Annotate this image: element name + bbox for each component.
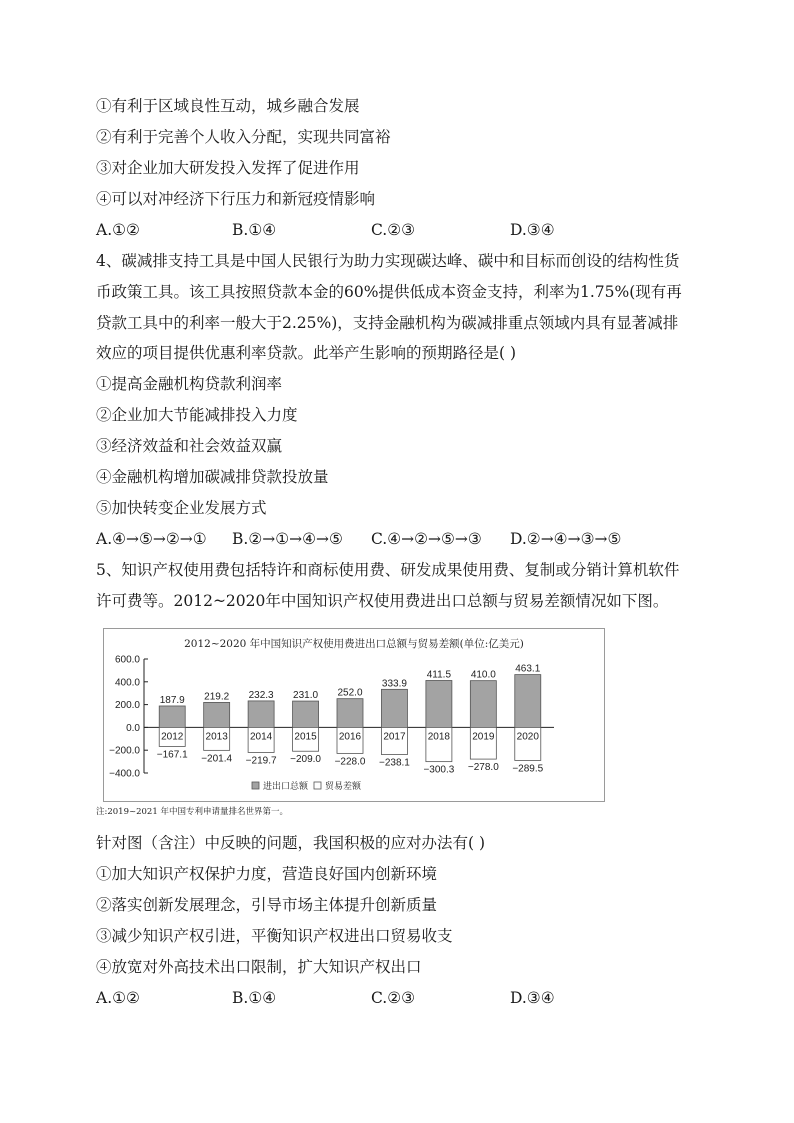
y-tick-label: 400.0 <box>114 677 140 689</box>
chart-svg <box>104 629 604 801</box>
q5-option-b[interactable]: B.①④ <box>232 989 277 1007</box>
q5-option-d[interactable]: D.③④ <box>510 989 555 1007</box>
q4-option-a[interactable]: A.④→⑤→②→① <box>96 530 207 548</box>
q5-option-a[interactable]: A.①② <box>96 989 140 1007</box>
q5-item-1: ①加大知识产权保护力度，营造良好国内创新环境 <box>96 865 438 883</box>
value-label-balance: −289.5 <box>512 763 544 775</box>
value-label-balance: −238.1 <box>379 757 410 769</box>
q4-item-1: ①提高金融机构贷款利润率 <box>96 375 283 393</box>
y-tick-label: 200.0 <box>114 700 140 712</box>
value-label-total: 410.0 <box>470 669 496 681</box>
y-tick-label: 0.0 <box>126 722 140 734</box>
y-tick-label: −200.0 <box>109 745 140 757</box>
y-tick-label: 600.0 <box>114 654 140 666</box>
value-label-balance: −300.3 <box>423 764 455 776</box>
value-label-balance: −228.0 <box>334 756 366 768</box>
value-label-balance: −278.0 <box>467 762 499 774</box>
value-label-total: 411.5 <box>426 669 452 681</box>
q3-item-2: ②有利于完善个人收入分配，实现共同富裕 <box>96 128 391 146</box>
q4-item-4: ④金融机构增加碳减排贷款投放量 <box>96 468 329 486</box>
bar-total <box>470 681 496 728</box>
q3-item-4: ④可以对冲经济下行压力和新冠疫情影响 <box>96 190 376 208</box>
q4-option-d[interactable]: D.②→④→③→⑤ <box>510 530 622 548</box>
q4-stem-line-4: 效应的项目提供优惠利率贷款。此举产生影响的预期路径是( ) <box>96 344 517 362</box>
q5-question: 针对图（含注）中反映的问题，我国积极的应对办法有( ) <box>96 834 486 852</box>
q5-item-4: ④放宽对外高技术出口限制，扩大知识产权出口 <box>96 958 422 976</box>
q5-stem-line-2: 许可费等。2012~2020年中国知识产权使用费进出口总额与贸易差额情况如下图。 <box>96 592 669 610</box>
q4-option-b[interactable]: B.②→①→④→⑤ <box>232 530 343 548</box>
value-label-balance: −167.1 <box>156 749 188 761</box>
category-label: 2012 <box>161 731 184 743</box>
q5-stem-line-1: 5、知识产权使用费包括特许和商标使用费、研发成果使用费、复制或分销计算机软件 <box>96 561 680 579</box>
q4-stem-line-3: 贷款工具中的利率一般大于2.25%)，支持金融机构为碳减排重点领域内具有显著减排 <box>96 314 679 332</box>
category-label: 2017 <box>383 731 406 743</box>
legend-swatch-total <box>252 782 259 789</box>
value-label-balance: −219.7 <box>245 755 277 767</box>
value-label-total: 187.9 <box>159 694 185 706</box>
q3-option-c[interactable]: C.②③ <box>371 221 416 239</box>
q3-option-a[interactable]: A.①② <box>96 221 140 239</box>
q3-option-b[interactable]: B.①④ <box>232 221 277 239</box>
value-label-total: 231.0 <box>293 690 319 702</box>
category-label: 2020 <box>516 731 539 743</box>
bar-total <box>159 706 185 727</box>
value-label-balance: −209.0 <box>290 754 321 766</box>
chart-title: 2012~2020 年中国知识产权使用费进出口总额与贸易差额(单位:亿美元) <box>184 638 524 650</box>
bar-total <box>426 680 452 727</box>
q4-item-3: ③经济效益和社会效益双赢 <box>96 437 283 455</box>
value-label-balance: −201.4 <box>201 753 233 765</box>
category-label: 2016 <box>338 731 362 743</box>
category-label: 2014 <box>249 731 273 743</box>
category-label: 2019 <box>472 731 495 743</box>
category-label: 2015 <box>294 731 317 743</box>
q4-item-2: ②企业加大节能减排投入力度 <box>96 406 298 424</box>
value-label-total: 463.1 <box>515 663 541 675</box>
q4-stem-line-1: 4、碳减排支持工具是中国人民银行为助力实现碳达峰、碳中和目标而创设的结构性货 <box>96 252 680 270</box>
value-label-total: 232.3 <box>248 689 274 701</box>
q4-stem-line-2: 币政策工具。该工具按照贷款本金的60%提供低成本资金支持，利率为1.75%(现有再 <box>96 283 682 301</box>
q3-item-3: ③对企业加大研发投入发挥了促进作用 <box>96 159 360 177</box>
y-tick-label: −400.0 <box>109 768 140 780</box>
bar-total <box>204 702 230 727</box>
q5-item-3: ③减少知识产权引进，平衡知识产权进出口贸易收支 <box>96 927 453 945</box>
legend-label-balance: 贸易差额 <box>325 782 362 792</box>
value-label-total: 219.2 <box>204 691 230 703</box>
bar-total <box>515 675 541 728</box>
category-label: 2018 <box>427 731 451 743</box>
trade-chart <box>103 628 605 802</box>
bar-total <box>248 701 274 727</box>
bar-total <box>337 699 363 728</box>
value-label-total: 333.9 <box>381 678 407 690</box>
legend-label-total: 进出口总额 <box>263 782 309 792</box>
q4-option-c[interactable]: C.④→②→⑤→③ <box>371 530 482 548</box>
bar-total <box>293 701 319 727</box>
q5-item-2: ②落实创新发展理念，引导市场主体提升创新质量 <box>96 896 438 914</box>
q5-option-c[interactable]: C.②③ <box>371 989 416 1007</box>
q3-option-d[interactable]: D.③④ <box>510 221 555 239</box>
chart-note: 注:2019~2021 年中国专利申请量排名世界第一。 <box>96 807 288 817</box>
value-label-total: 252.0 <box>337 687 363 699</box>
q3-item-1: ①有利于区域良性互动，城乡融合发展 <box>96 97 360 115</box>
q4-item-5: ⑤加快转变企业发展方式 <box>96 499 267 517</box>
legend-swatch-balance <box>314 782 321 789</box>
bar-total <box>381 689 407 727</box>
category-label: 2013 <box>205 731 228 743</box>
